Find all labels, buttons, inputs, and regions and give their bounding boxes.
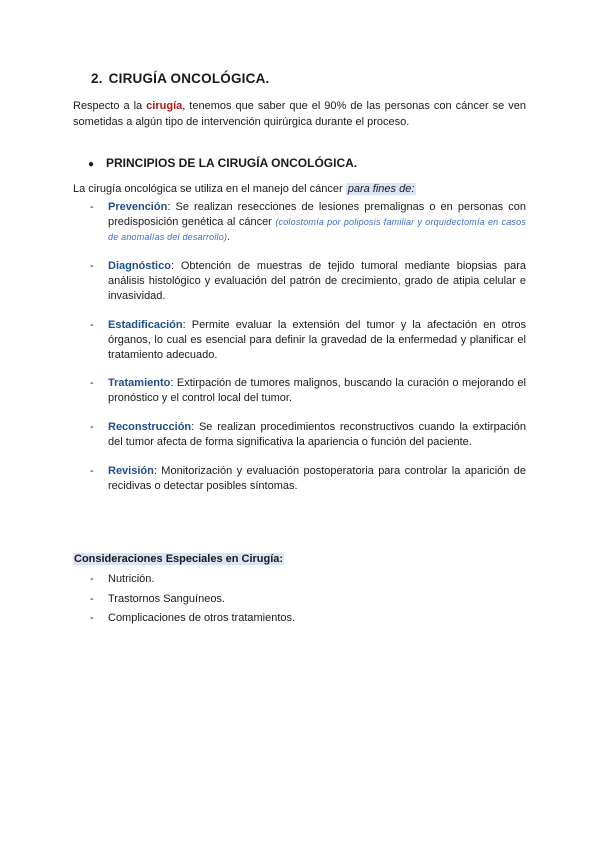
principles-lead: [73, 182, 416, 196]
list-item-diagnostico: [73, 259, 526, 304]
section-title: CIRUGÍA ONCOLÓGICA.: [108, 71, 270, 86]
intro-highlight: cirugía: [146, 100, 183, 112]
list-item-reconstruccion: [73, 420, 526, 450]
term-prevencion: Prevención: [108, 201, 168, 213]
intro-text-end: , tenemos que saber que el 90% de las personas con cáncer se ven sometidas a algún tipo de intervención quirúrgica durante el proceso.: [73, 100, 526, 128]
special-item-text: Trastornos Sanguíneos.: [108, 592, 225, 605]
lead-highlight: para fines de:: [347, 183, 415, 195]
special-considerations-list: [73, 572, 526, 631]
dash-marker: -: [90, 421, 94, 433]
term-estadificacion: Estadificación: [108, 319, 183, 331]
dash-marker: -: [90, 260, 94, 272]
dash-marker: -: [90, 612, 94, 624]
text-estadificacion: : Permite evaluar la extensión del tumor y la afectación en otros órganos, lo cual es esencial para definir la gravedad de la enfermedad y planificar el tratamiento adecuado.: [108, 319, 526, 361]
list-item-revision: [73, 464, 526, 494]
text-prevencion: : Se realizan resecciones de lesiones premalignas o en personas con predisposición genética al cáncer: [108, 201, 526, 228]
lead-text: La cirugía oncológica se utiliza en el manejo del cáncer: [73, 183, 346, 195]
dash-marker: -: [90, 201, 94, 213]
dash-marker: -: [90, 573, 94, 585]
dash-marker: -: [90, 465, 94, 477]
intro-text-start: Respecto a la: [73, 100, 147, 112]
term-reconstruccion: Reconstrucción: [108, 421, 192, 433]
principles-heading: [88, 156, 357, 170]
special-item-text: Complicaciones de otros tratamientos.: [108, 612, 296, 624]
bullet-icon: ●: [88, 159, 95, 170]
dash-marker: -: [90, 592, 94, 605]
text-reconstruccion: : Se realizan procedimientos reconstructivos cuando la extirpación del tumor afecta de forma significativa la apariencia o función del paciente.: [108, 421, 526, 448]
special-considerations-title: Consideraciones Especiales en Cirugía:: [74, 553, 284, 565]
end-prevencion: .: [227, 231, 231, 243]
intro-paragraph: [73, 98, 526, 130]
principles-title: PRINCIPIOS DE LA CIRUGÍA ONCOLÓGICA.: [106, 156, 358, 170]
text-revision: : Monitorización y evaluación postoperatoria para controlar la aparición de recidivas o detectar posibles síntomas.: [108, 465, 526, 492]
section-number: 2.: [91, 71, 103, 86]
term-tratamiento: Tratamiento: [108, 377, 171, 389]
dash-marker: -: [90, 319, 94, 331]
dash-marker: -: [90, 377, 94, 389]
list-item: [73, 611, 526, 631]
term-diagnostico: Diagnóstico: [108, 260, 171, 272]
note-prevencion: (colostomía por poliposis familiar y orquidectomía en casos de anomalías del desarrollo): [108, 217, 527, 242]
list-item: [73, 572, 526, 592]
special-item-text: Nutrición.: [108, 573, 155, 585]
list-item-tratamiento: [73, 376, 526, 406]
list-item-estadificacion: [73, 318, 526, 363]
text-diagnostico: : Obtención de muestras de tejido tumoral mediante biopsias para análisis histológico y evaluación del patrón de crecimiento, grado de atipia celular e invasividad.: [108, 260, 526, 302]
term-revision: Revisión: [108, 465, 154, 477]
text-tratamiento: : Extirpación de tumores malignos, buscando la curación o mejorando el pronóstico y el control local del tumor.: [108, 377, 526, 404]
list-item: [73, 592, 526, 612]
list-item-prevencion: [73, 200, 526, 245]
section-heading: [91, 71, 269, 86]
